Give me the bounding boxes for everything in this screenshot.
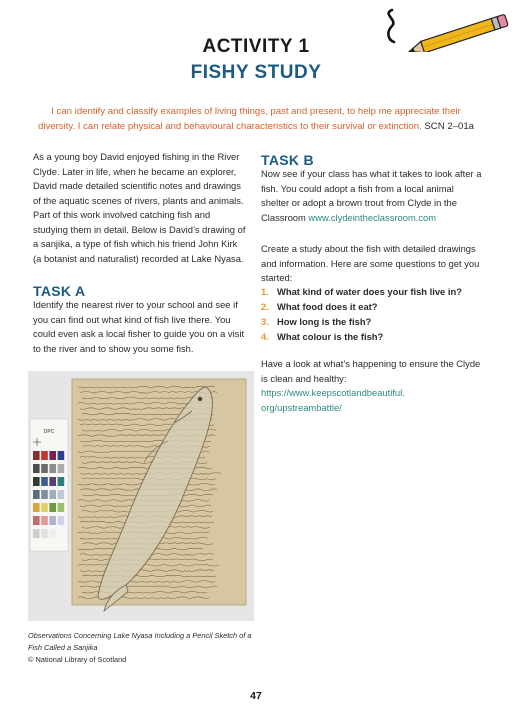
link-part-2: org/upstreambattle/ [261,401,342,413]
color-swatch [41,529,48,538]
question-number: 2. [261,301,269,312]
task-a-body: Identify the nearest river to your school and see if you can find out what kind of fish live there. You could even ask a local fisher to guide you on a visit to the river and to show you some fish. [33,299,245,354]
color-swatch [33,451,40,460]
color-swatch [49,464,56,473]
caption-title: Observations Concerning Lake Nyasa Including a Pencil Sketch of a Fish Called a Sanjika [28,631,252,652]
task-b-paragraph-1 [261,167,483,225]
outcomes-code: SCN 2–01a [424,121,475,132]
color-swatch [49,490,56,499]
task-b-paragraph-3 [261,357,483,415]
color-swatch [33,503,40,512]
task-b-p1-text: Now see if your class has what it takes to look after a fish. You could adopt a fish from a local animal shelter or adopt a brown trout from Clyde in the Classroom [261,168,482,223]
color-swatch [49,451,56,460]
task-b-heading: TASK B [261,152,314,168]
list-item [261,314,491,329]
caption-credit: © National Library of Scotland [28,655,127,664]
color-swatch [58,477,65,486]
color-swatch [33,490,40,499]
question-text: What kind of water does your fish live in? [277,286,462,297]
fish-sketch-image [28,371,254,621]
page-title: FISHY STUDY [190,62,322,83]
question-text: What food does it eat? [277,301,378,312]
question-number: 4. [261,331,269,342]
color-card-label: DPC [43,429,55,435]
color-swatch [49,503,56,512]
question-number: 1. [261,286,269,297]
color-swatch [58,490,65,499]
color-swatch [41,503,48,512]
question-number: 3. [261,316,269,327]
learning-outcomes [34,104,478,134]
color-swatch [41,464,48,473]
question-text: How long is the fish? [277,316,372,327]
color-swatch [41,477,48,486]
color-swatch [58,451,65,460]
list-item [261,329,491,344]
clyde-classroom-link[interactable]: www.clydeintheclassroom.com [308,211,437,223]
color-swatch [58,503,65,512]
activity-label: ACTIVITY 1 [202,36,310,57]
figure-caption [28,630,258,666]
outcomes-text: I can identify and classify examples of living things, past and present, to help me appreciate their diversity. I can relate physical and behavioural characteristics to their survival or extinction. [37,106,461,132]
upstream-battle-link[interactable] [261,387,405,413]
intro-paragraph: As a young boy David enjoyed fishing in the River Clyde. Later in life, when he became an explorer, David made detailed scientific notes and drawings of the aquatic scenes of rivers, plants and animals. Part of this work involved catching fish and studying them in detail. Below is David’s drawing of a sanjika, a type of fish which his friend John Kirk (a botanist and naturalist) recorded at Lake Nyasa. [33,151,246,264]
color-swatch [58,516,65,525]
page-number: 47 [250,690,262,702]
link-part-1: https://www.keepscotlandbeautiful. [261,387,405,398]
task-b-p3-text: Have a look at what’s happening to ensure the Clyde is clean and healthy: [261,358,481,384]
color-swatch [41,516,48,525]
color-swatch [33,477,40,486]
color-swatch [33,464,40,473]
list-item [261,299,491,314]
color-swatch [33,516,40,525]
color-swatch [58,529,65,538]
question-text: What colour is the fish? [277,331,384,342]
color-swatch [41,451,48,460]
color-swatch [49,529,56,538]
color-swatch [41,490,48,499]
color-swatch [58,464,65,473]
manuscript-figure [28,371,254,621]
list-item [261,284,491,299]
task-a-heading: TASK A [33,283,86,299]
color-swatch [49,477,56,486]
color-swatch [49,516,56,525]
question-list [261,284,491,344]
color-swatch [33,529,40,538]
task-b-paragraph-2: Create a study about the fish with detailed drawings and information. Here are some questions to get you started: [261,243,480,283]
